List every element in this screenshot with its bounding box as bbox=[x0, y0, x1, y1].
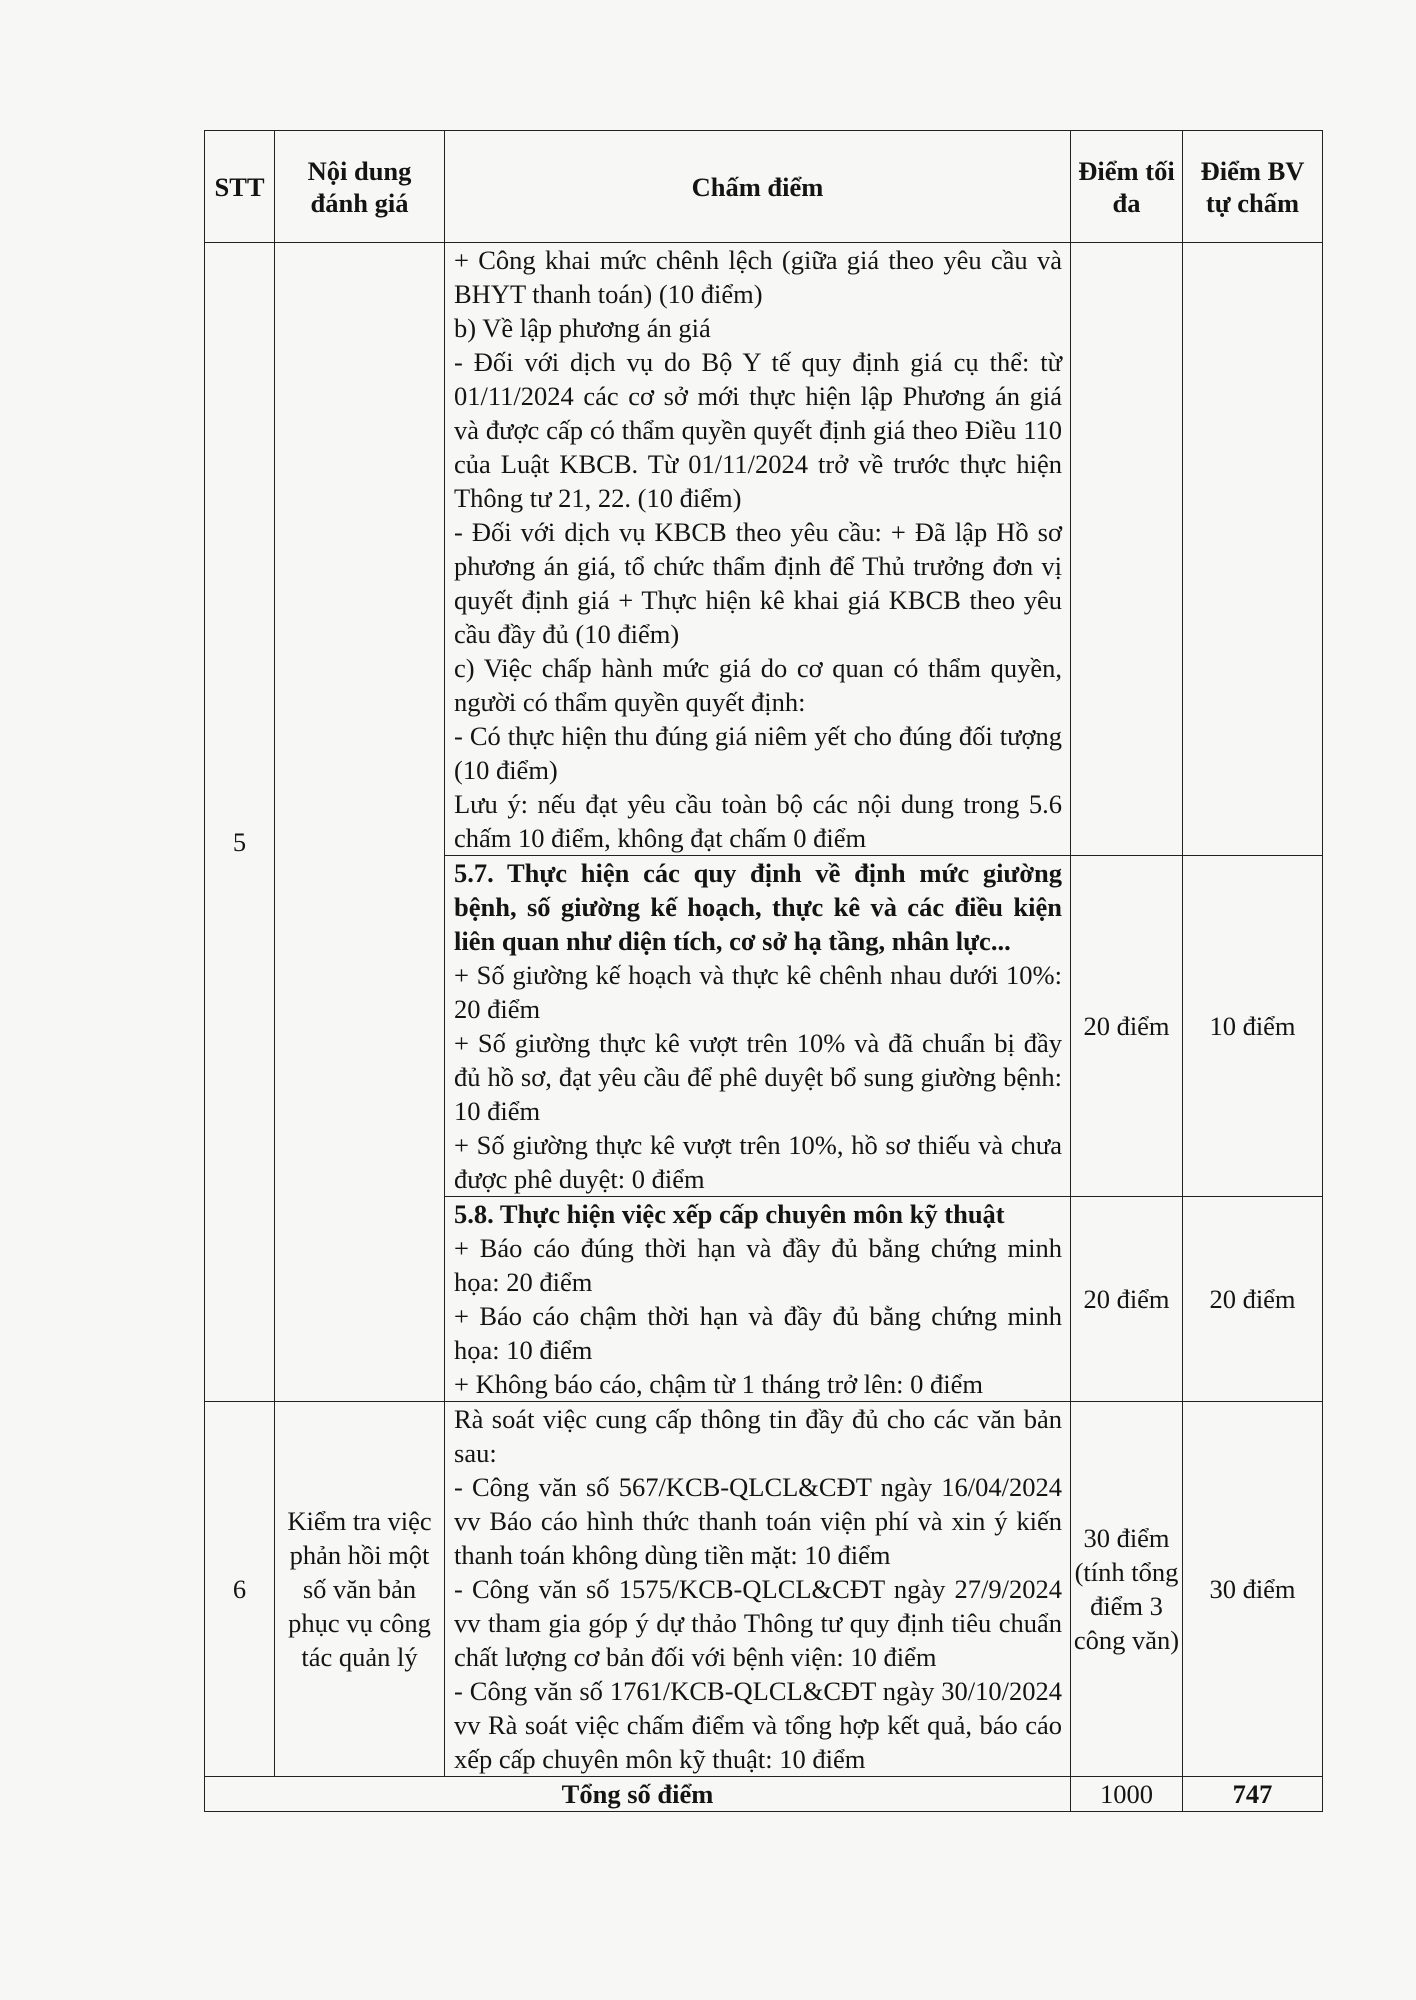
row5-block3 bbox=[445, 1197, 1071, 1402]
section-5-8-title: 5.8. Thực hiện việc xếp cấp chuyên môn kỹ thuật bbox=[454, 1199, 1005, 1229]
row5-block1-self bbox=[1183, 243, 1323, 856]
header-diem-bv-tu-cham: Điểm BV tự chấm bbox=[1183, 131, 1323, 243]
total-self: 747 bbox=[1183, 1777, 1323, 1812]
row5-block1-line: + Công khai mức chênh lệch (giữa giá theo yêu cầu và BHYT thanh toán) (10 điểm) bbox=[454, 245, 1062, 309]
row5-block3-item: + Báo cáo đúng thời hạn và đầy đủ bằng chứng minh họa: 20 điểm bbox=[454, 1233, 1062, 1297]
row5-block1-line: b) Về lập phương án giá bbox=[454, 313, 711, 343]
row6-item: - Công văn số 567/KCB-QLCL&CĐT ngày 16/04/2024 vv Báo cáo hình thức thanh toán viện phí và xin ý kiến thanh toán không dùng tiền mặt: 10 điểm bbox=[454, 1472, 1062, 1570]
table-row bbox=[205, 1402, 1323, 1777]
row5-block1-line: - Đối với dịch vụ do Bộ Y tế quy định giá cụ thể: từ 01/11/2024 các cơ sở mới thực hiện lập Phương án giá và được cấp có thẩm quyền quyết định giá theo Điều 110 của Luật KBCB. Từ 01/11/2024 trở về trước thực hiện Thông tư 21, 22. (10 điểm) bbox=[454, 347, 1062, 513]
row6-item: - Công văn số 1761/KCB-QLCL&CĐT ngày 30/10/2024 vv Rà soát việc chấm điểm và tổng hợp kết quả, báo cáo xếp cấp chuyên môn kỹ thuật: 10 điểm bbox=[454, 1676, 1062, 1774]
row5-block1-line: c) Việc chấp hành mức giá do cơ quan có thẩm quyền, người có thẩm quyền quyết định: bbox=[454, 653, 1062, 717]
scoring-table bbox=[204, 130, 1323, 1812]
row5-block2-item: + Số giường kế hoạch và thực kê chênh nhau dưới 10%: 20 điểm bbox=[454, 960, 1062, 1024]
row5-stt: 5 bbox=[205, 243, 275, 1402]
total-label: Tổng số điểm bbox=[205, 1777, 1071, 1812]
row5-block2-self: 10 điểm bbox=[1183, 856, 1323, 1197]
row5-block3-max: 20 điểm bbox=[1071, 1197, 1183, 1402]
row5-block1-line: Lưu ý: nếu đạt yêu cầu toàn bộ các nội dung trong 5.6 chấm 10 điểm, không đạt chấm 0 điểm bbox=[454, 789, 1062, 853]
row6-content bbox=[445, 1402, 1071, 1777]
header-diem-toi-da: Điểm tối đa bbox=[1071, 131, 1183, 243]
row6-item: - Công văn số 1575/KCB-QLCL&CĐT ngày 27/9/2024 vv tham gia góp ý dự thảo Thông tư quy định tiêu chuẩn chất lượng cơ bản đối với bệnh viện: 10 điểm bbox=[454, 1574, 1062, 1672]
row5-block1 bbox=[445, 243, 1071, 856]
table-header-row bbox=[205, 131, 1323, 243]
row5-block2-max: 20 điểm bbox=[1071, 856, 1183, 1197]
total-row bbox=[205, 1777, 1323, 1812]
row5-block2 bbox=[445, 856, 1071, 1197]
row5-block1-max bbox=[1071, 243, 1183, 856]
header-stt: STT bbox=[205, 131, 275, 243]
header-cham-diem: Chấm điểm bbox=[445, 131, 1071, 243]
row5-block2-item: + Số giường thực kê vượt trên 10%, hồ sơ thiếu và chưa được phê duyệt: 0 điểm bbox=[454, 1130, 1062, 1194]
row6-max: 30 điểm (tính tổng điểm 3 công văn) bbox=[1071, 1402, 1183, 1777]
total-max: 1000 bbox=[1071, 1777, 1183, 1812]
section-5-7-title: 5.7. Thực hiện các quy định về định mức giường bệnh, số giường kế hoạch, thực kê và các điều kiện liên quan như diện tích, cơ sở hạ tầng, nhân lực... bbox=[454, 858, 1062, 956]
row6-item: Rà soát việc cung cấp thông tin đầy đủ cho các văn bản sau: bbox=[454, 1404, 1062, 1468]
row5-block1-line: - Đối với dịch vụ KBCB theo yêu cầu: + Đã lập Hồ sơ phương án giá, tổ chức thẩm định để Thủ trưởng đơn vị quyết định giá + Thực hiện kê khai giá KBCB theo yêu cầu đầy đủ (10 điểm) bbox=[454, 517, 1062, 649]
row5-block3-item: + Không báo cáo, chậm từ 1 tháng trở lên: 0 điểm bbox=[454, 1369, 984, 1399]
row6-self: 30 điểm bbox=[1183, 1402, 1323, 1777]
table-row bbox=[205, 243, 1323, 856]
row6-stt: 6 bbox=[205, 1402, 275, 1777]
row5-block3-item: + Báo cáo chậm thời hạn và đầy đủ bằng chứng minh họa: 10 điểm bbox=[454, 1301, 1062, 1365]
row5-block3-self: 20 điểm bbox=[1183, 1197, 1323, 1402]
row6-noi-dung: Kiểm tra việc phản hồi một số văn bản phục vụ công tác quản lý bbox=[275, 1402, 445, 1777]
row5-block1-line: - Có thực hiện thu đúng giá niêm yết cho đúng đối tượng (10 điểm) bbox=[454, 721, 1062, 785]
row5-block2-item: + Số giường thực kê vượt trên 10% và đã chuẩn bị đầy đủ hồ sơ, đạt yêu cầu để phê duyệt bổ sung giường bệnh: 10 điểm bbox=[454, 1028, 1062, 1126]
row5-noi-dung bbox=[275, 243, 445, 1402]
header-noi-dung: Nội dung đánh giá bbox=[275, 131, 445, 243]
